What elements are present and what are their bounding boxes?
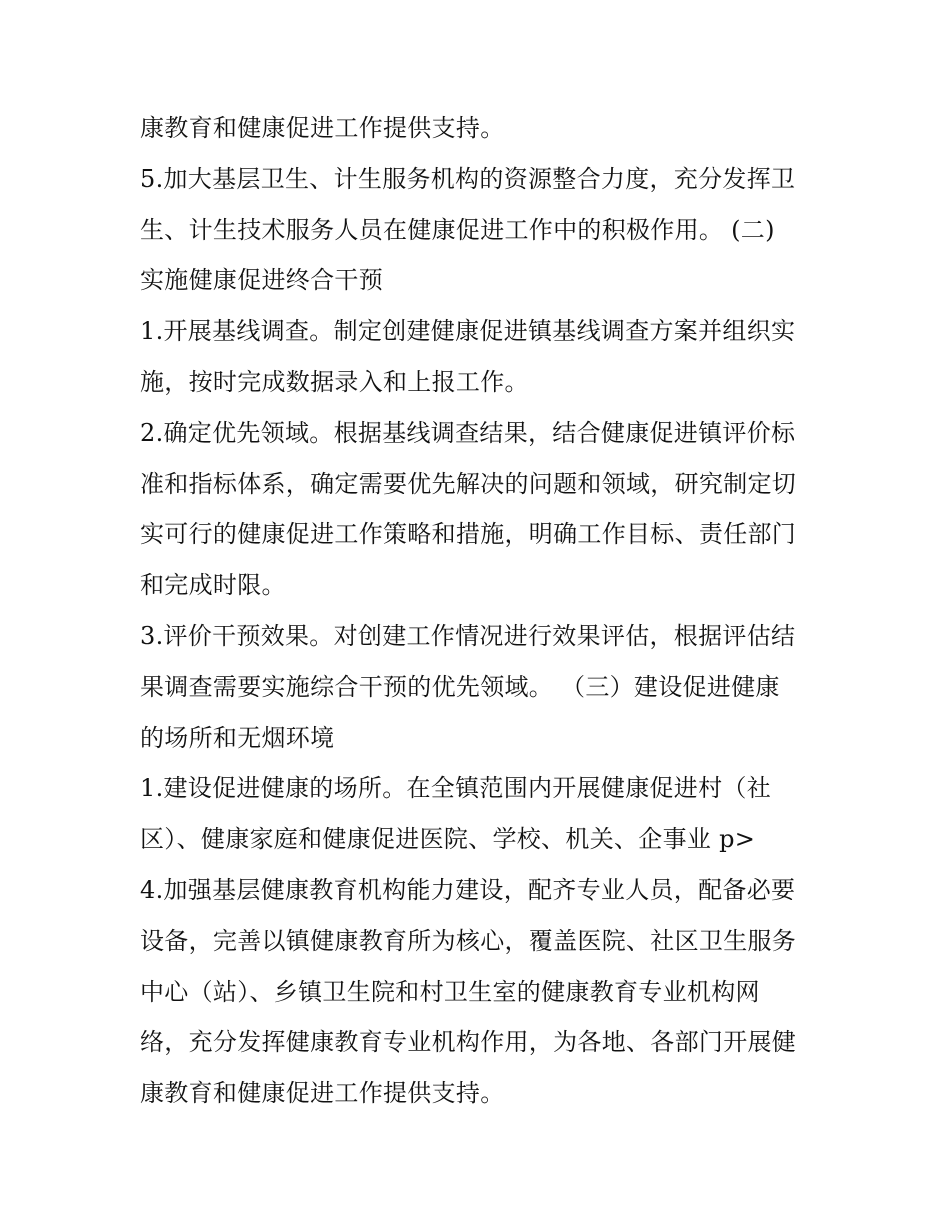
text-line: 1.开展基线调查。制定创建健康促进镇基线调查方案并组织实: [140, 317, 796, 346]
text-line: 区）、健康家庭和健康促进医院、学校、机关、企事业 p>: [140, 825, 756, 854]
text-line: 康教育和健康促进工作提供支持。: [140, 114, 505, 142]
text-line: 设备，完善以镇健康教育所为核心，覆盖医院、社区卫生服务: [140, 926, 797, 955]
text-line: 3.评价干预效果。对创建工作情况进行效果评估，根据评估结: [140, 621, 796, 650]
text-line: 2.确定优先领域。根据基线调查结果，结合健康促进镇评价标: [140, 418, 796, 447]
text-line: 中心（站）、乡镇卫生院和村卫生室的健康教育专业机构网: [140, 977, 760, 1006]
text-line: 1.建设促进健康的场所。在全镇范围内开展健康促进村（社: [140, 774, 771, 803]
text-line: 康教育和健康促进工作提供支持。: [140, 1079, 505, 1108]
text-line: 络，充分发挥健康教育专业机构作用，为各地、各部门开展健: [140, 1028, 797, 1057]
text-line: 施，按时完成数据录入和上报工作。: [140, 367, 529, 396]
text-line: 5.加大基层卫生、计生服务机构的资源整合力度，充分发挥卫: [140, 164, 796, 193]
section-heading-line: 实施健康促进终合干预: [140, 266, 383, 295]
text-line: 生、计生技术服务人员在健康促进工作中的积极作用。 (二): [140, 215, 775, 244]
text-line: 4.加强基层健康教育机构能力建设，配齐专业人员，配备必要: [140, 875, 796, 904]
text-line: 和完成时限。: [140, 571, 286, 600]
text-line: 实可行的健康促进工作策略和措施，明确工作目标、责任部门: [140, 520, 797, 549]
text-line: 果调查需要实施综合干预的优先领域。 （三）建设促进健康: [140, 672, 780, 701]
document-body: [140, 103, 830, 1119]
text-line: 准和指标体系，确定需要优先解决的问题和领域，研究制定切: [140, 469, 797, 498]
section-heading-line: 的场所和无烟环境: [140, 723, 335, 752]
